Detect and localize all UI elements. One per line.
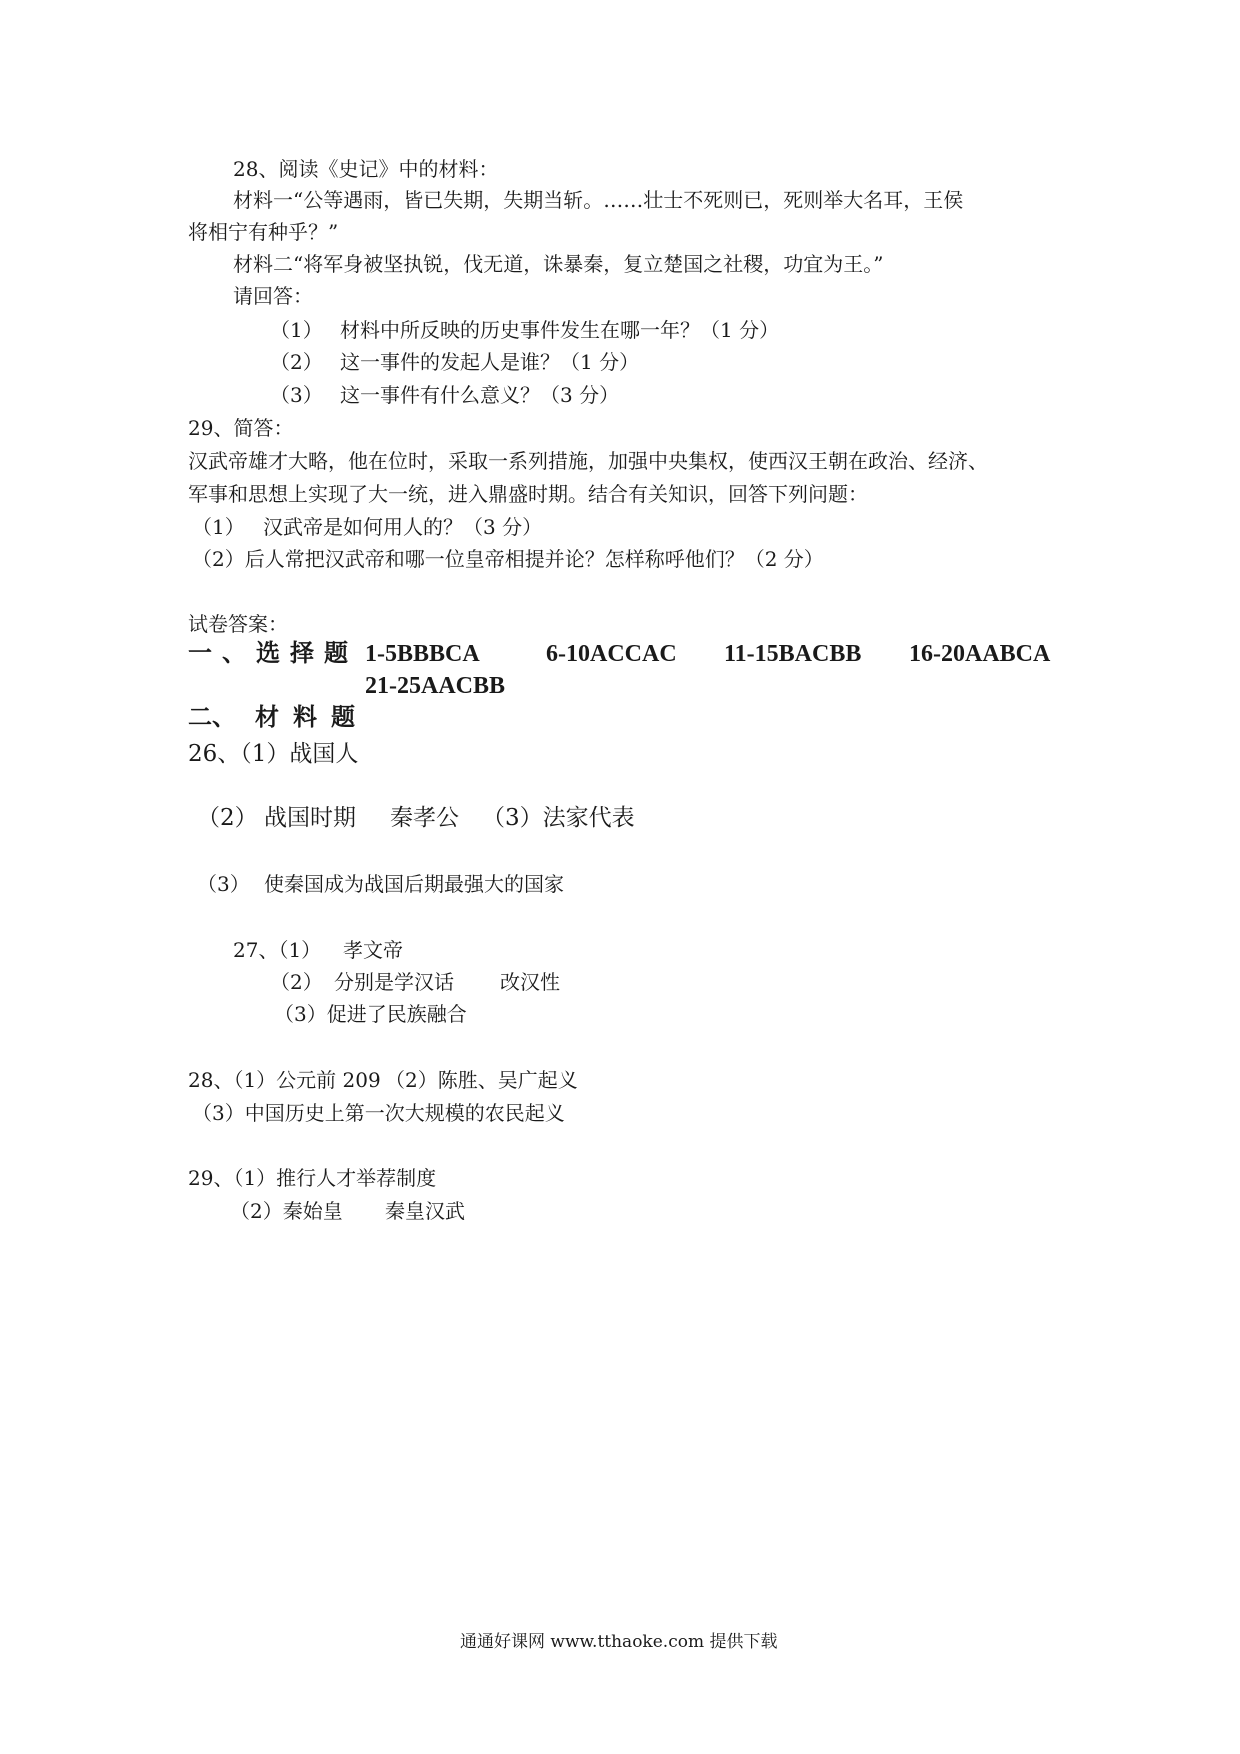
- answer-29-2-a: （2）秦始皇: [230, 1199, 343, 1223]
- q29-item-1-number: （1）: [192, 515, 245, 539]
- answer-29-2-b: 秦皇汉武: [385, 1199, 465, 1223]
- q28-material-2: 材料二“将军身被坚执锐，伐无道，诛暴秦，复立楚国之社稷，功宜为王。”: [233, 252, 884, 276]
- q29-line-1: 汉武帝雄才大略，他在位时，采取一系列措施，加强中央集权，使西汉王朝在政治、经济、: [188, 449, 988, 473]
- answers-heading: 试卷答案：: [188, 612, 288, 636]
- part-2-label: 二、: [188, 705, 236, 731]
- q29-title: 29、简答：: [188, 416, 294, 440]
- answer-29-1: 29、（1）推行人才举荐制度: [188, 1166, 437, 1190]
- mc-answers-21-25: 21-25AACBB: [365, 673, 506, 699]
- answer-26-2-school: （3）法家代表: [482, 805, 635, 831]
- mc-answers-16-20: 16-20AABCA: [909, 641, 1051, 667]
- q28-material-1-line-2: 将相宁有种乎？”: [188, 220, 339, 244]
- answer-26-3-text: 使秦国成为战国后期最强大的国家: [264, 872, 564, 896]
- answer-27-3: （3）促进了民族融合: [274, 1002, 467, 1026]
- answer-26-2-ruler: 秦孝公: [390, 805, 459, 831]
- answer-27-2-text-a: 分别是学汉话: [334, 970, 454, 994]
- answer-28-2: （2）陈胜、吴广起义: [385, 1068, 578, 1092]
- q28-item-1-number: （1）: [270, 318, 323, 342]
- mc-answers-1-5: 1-5BBBCA: [365, 641, 480, 667]
- mc-answers-11-15: 11-15BACBB: [724, 641, 862, 667]
- q28-item-3-number: （3）: [270, 383, 323, 407]
- q28-material-1-line-1: 材料一“公等遇雨，皆已失期，失期当斩。……壮士不死则已，死则举大名耳，王侯: [233, 188, 964, 212]
- q29-item-1-text: 汉武帝是如何用人的？（3 分）: [263, 515, 543, 539]
- answer-28-3: （3）中国历史上第一次大规模的农民起义: [192, 1101, 565, 1125]
- q29-item-2: （2）后人常把汉武帝和哪一位皇帝相提并论？怎样称呼他们？（2 分）: [192, 547, 824, 571]
- part-2-title: 材 料 题: [255, 705, 359, 731]
- q28-item-2-number: （2）: [270, 350, 323, 374]
- answer-27-1-text: 孝文帝: [343, 938, 403, 962]
- mc-answers-6-10: 6-10ACCAC: [546, 641, 677, 667]
- q28-item-1-text: 材料中所反映的历史事件发生在哪一年？（1 分）: [340, 318, 780, 342]
- answer-27-1-number: 27、（1）: [233, 938, 322, 962]
- footer-text: 通通好课网 www.tthaoke.com 提供下载: [460, 1632, 778, 1652]
- q28-prompt: 请回答：: [233, 284, 313, 308]
- part-1-label: 一 、 选 择 题: [188, 641, 350, 667]
- answer-26-3-number: （3）: [197, 872, 250, 896]
- answer-26-2-number: （2）: [197, 805, 258, 831]
- q29-line-2: 军事和思想上实现了大一统，进入鼎盛时期。结合有关知识，回答下列问题：: [188, 482, 868, 506]
- q28-title: 28、阅读《史记》中的材料：: [233, 157, 499, 181]
- answer-28-1: 28、（1）公元前 209: [188, 1068, 381, 1092]
- answer-27-2-number: （2）: [270, 970, 323, 994]
- answer-26-2-period: 战国时期: [264, 805, 356, 831]
- q28-item-3-text: 这一事件有什么意义？（3 分）: [340, 383, 620, 407]
- answer-26-1: 26、（1）战国人: [188, 741, 359, 767]
- q28-item-2-text: 这一事件的发起人是谁？（1 分）: [340, 350, 640, 374]
- answer-27-2-text-b: 改汉性: [500, 970, 560, 994]
